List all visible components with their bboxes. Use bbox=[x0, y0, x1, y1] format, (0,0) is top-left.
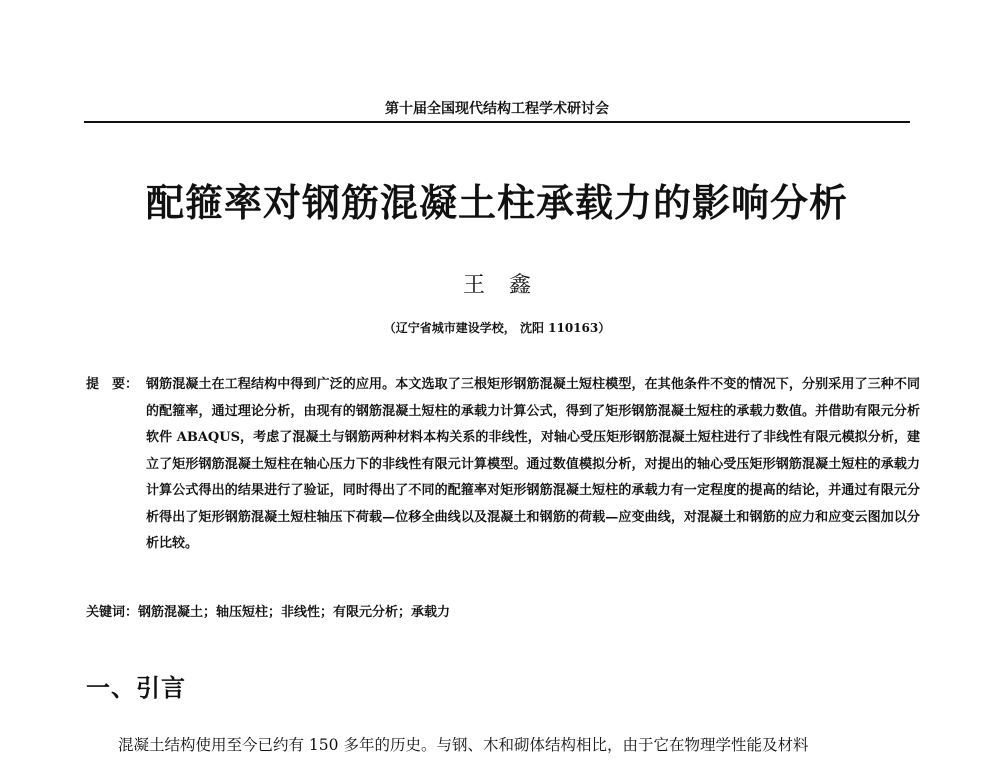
section-heading-introduction: 一、引言 bbox=[86, 674, 186, 702]
author-name-char: 王 bbox=[462, 273, 485, 298]
keywords bbox=[86, 601, 920, 620]
author-name-char: 鑫 bbox=[509, 273, 532, 298]
abstract-body: 钢筋混凝土在工程结构中得到广泛的应用。本文选取了三根矩形钢筋混凝土短柱模型，在其他条件不变的情况下，分别采用了三种不同的配箍率，通过理论分析，由现有的钢筋混凝土短柱的承载力计算公式，得到了矩形钢筋混凝土短柱的承载力数值。并借助有限元分析软件 ABAQUS，考虑了混凝土与钢筋两种材料本构关系的非线性，对轴心受压矩形钢筋混凝土短柱进行了非线性有限元模拟分析，建立了矩形钢筋混凝土短柱在轴心压力下的非线性有限元计算模型。通过数值模拟分析，对提出的轴心受压矩形钢筋混凝土短柱的承载力计算公式得出的结果进行了验证，同时得出了不同的配箍率对矩形钢筋混凝土短柱的承载力有一定程度的提高的结论，并通过有限元分析得出了矩形钢筋混凝土短柱轴压下荷载—位移全曲线以及混凝土和钢筋的荷载—应变曲线，对混凝土和钢筋的应力和应变云图加以分析比较。 bbox=[146, 377, 920, 551]
abstract-label: 提 要： bbox=[86, 377, 139, 392]
keywords-text: 钢筋混凝土；轴压短柱；非线性；有限元分析；承载力 bbox=[138, 605, 451, 620]
header-rule bbox=[84, 121, 910, 123]
paper-title: 配箍率对钢筋混凝土柱承载力的影响分析 bbox=[145, 181, 848, 225]
keywords-label: 关键词： bbox=[86, 605, 139, 620]
author bbox=[84, 268, 910, 299]
running-header: 第十届全国现代结构工程学术研讨会 bbox=[385, 101, 609, 117]
intro-paragraph: 混凝土结构使用至今已约有 150 多年的历史。与钢、木和砌体结构相比，由于它在物理学性能及材料 bbox=[118, 736, 809, 754]
affiliation: （辽宁省城市建设学校， 沈阳 110163） bbox=[383, 321, 611, 335]
abstract bbox=[86, 372, 920, 558]
